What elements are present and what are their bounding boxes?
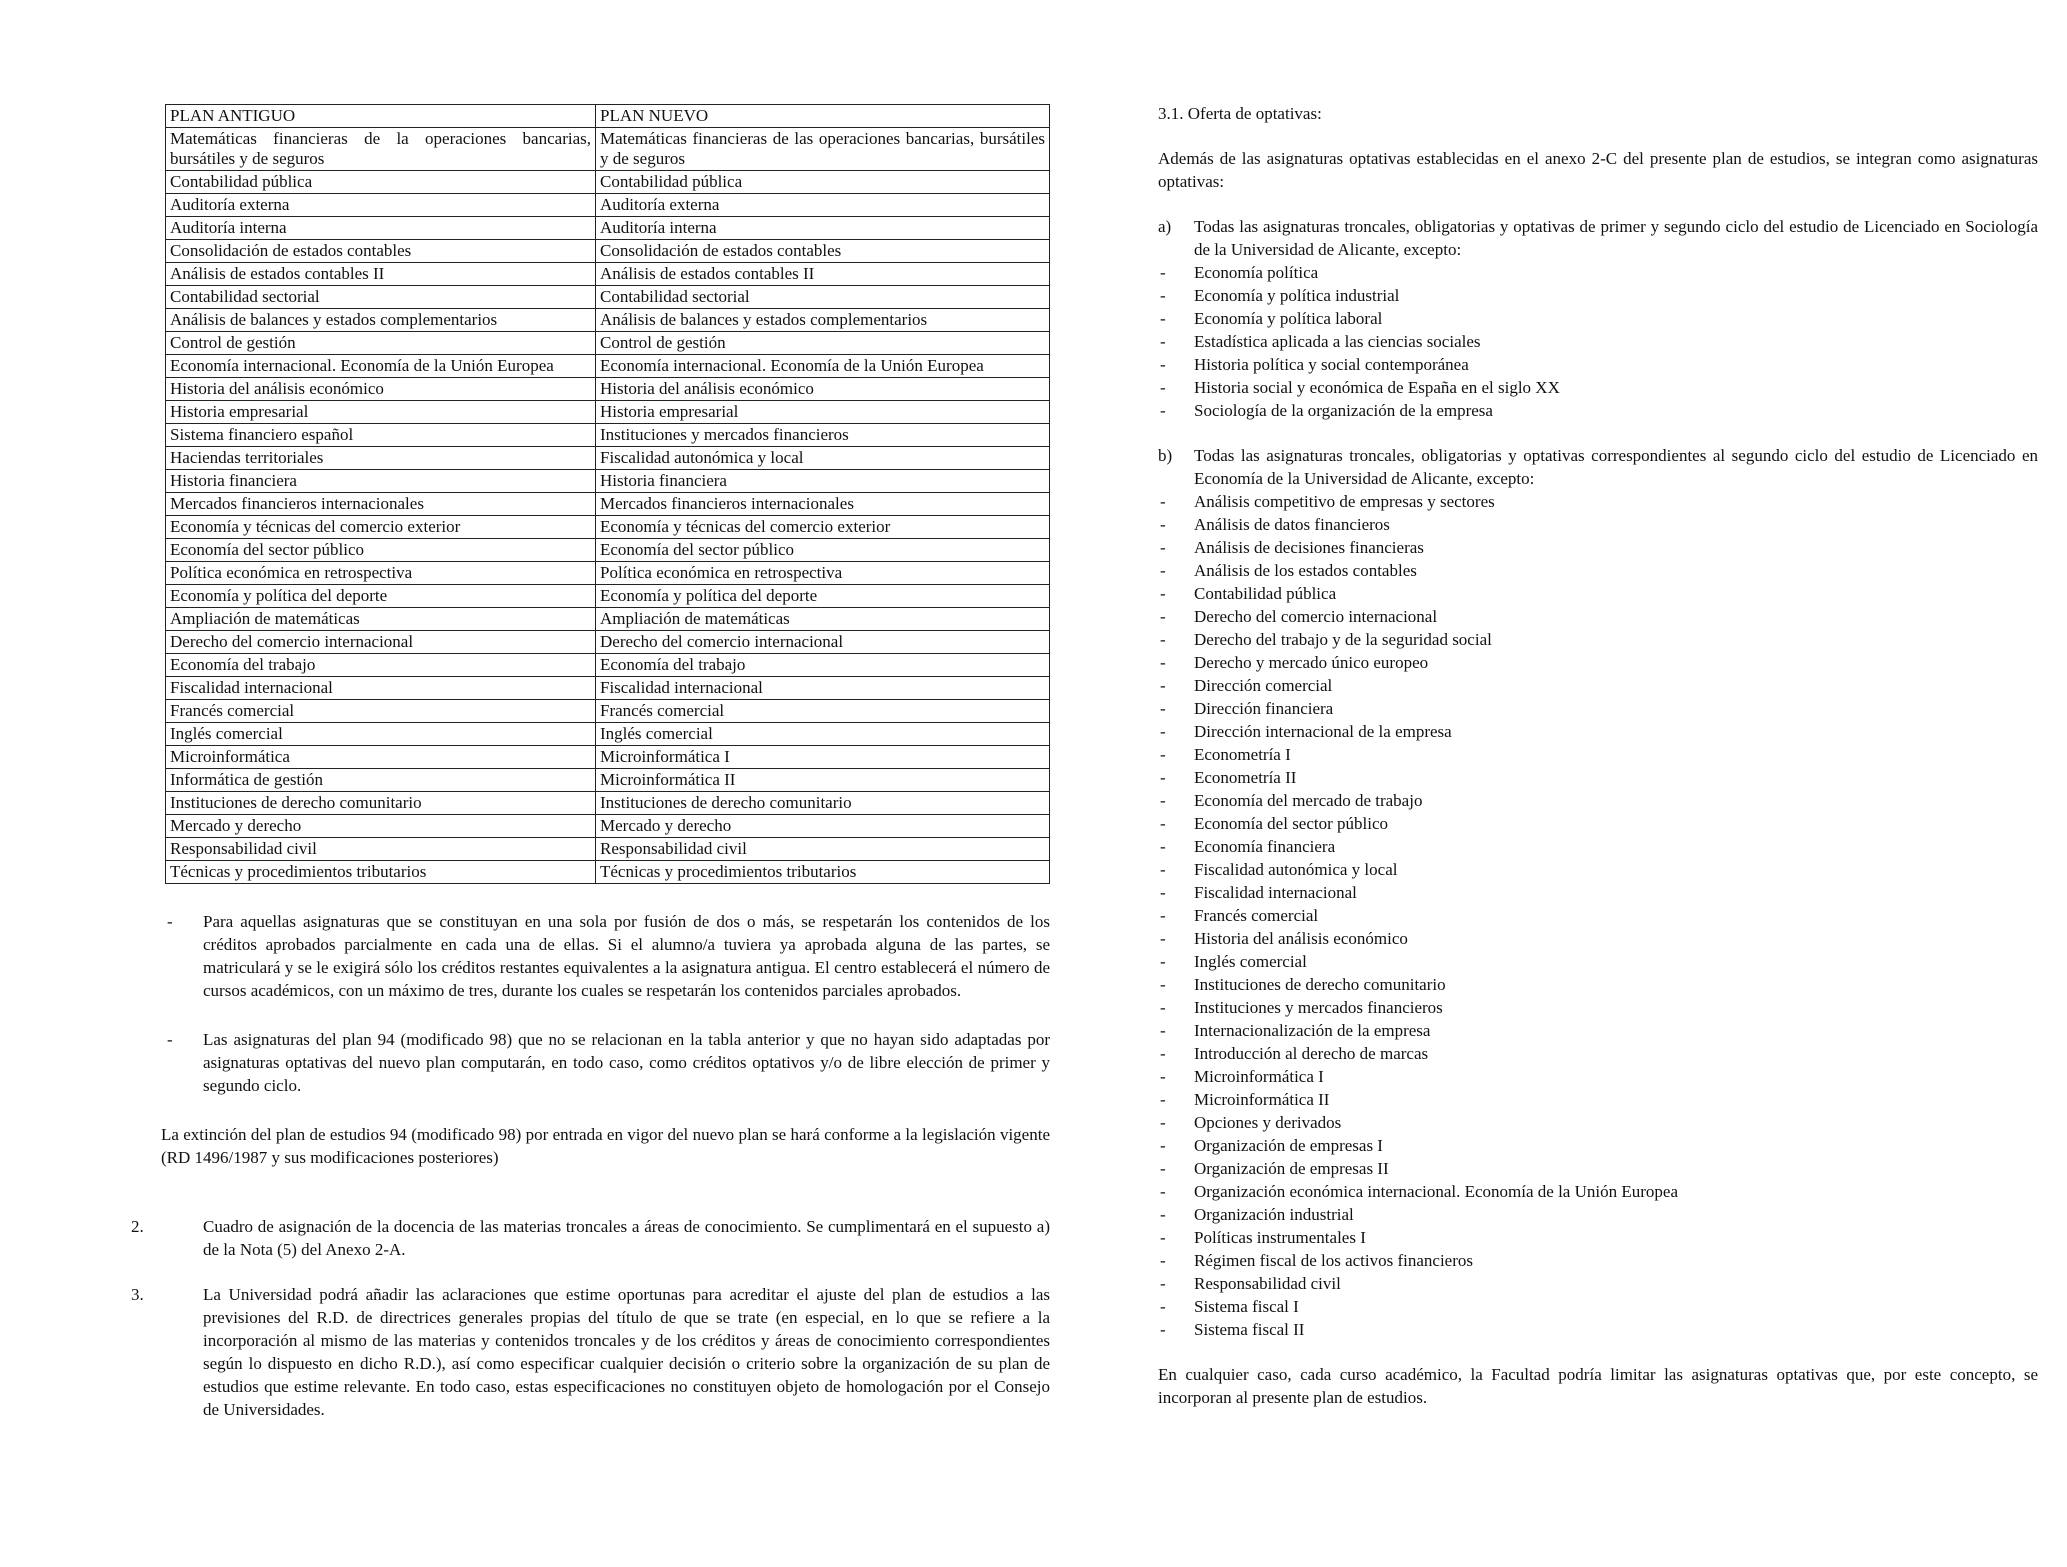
- list-item-text: Contabilidad pública: [1194, 584, 1337, 603]
- bullet-dash: -: [1160, 492, 1166, 511]
- table-row: [166, 654, 1050, 677]
- item-2-text: Cuadro de asignación de la docencia de las materias troncales a áreas de conocimiento. Se cumplimentará en el supuesto a) de la Nota (5) del Anexo 2-A.: [203, 1217, 1050, 1259]
- table-row: [166, 194, 1050, 217]
- bullet-dash: -: [1160, 906, 1166, 925]
- table-body: [166, 128, 1050, 884]
- new-plan-cell: Análisis de estados contables II: [596, 263, 1050, 286]
- bullet-dash: -: [1160, 1182, 1166, 1201]
- list-item-text: Organización económica internacional. Economía de la Unión Europea: [1194, 1182, 1678, 1201]
- old-plan-cell: Técnicas y procedimientos tributarios: [166, 861, 596, 884]
- list-item: [1158, 1295, 2038, 1318]
- list-item-text: Instituciones de derecho comunitario: [1194, 975, 1446, 994]
- list-item-text: Fiscalidad autonómica y local: [1194, 860, 1398, 879]
- new-plan-cell: Microinformática I: [596, 746, 1050, 769]
- table-header-row: [166, 105, 1050, 128]
- bullet-dash: -: [1160, 1159, 1166, 1178]
- bullet-dash: -: [1160, 860, 1166, 879]
- new-plan-cell: Microinformática II: [596, 769, 1050, 792]
- table-row: [166, 861, 1050, 884]
- list-item: [1158, 582, 2038, 605]
- table-row: [166, 332, 1050, 355]
- group-b-heading-text: Todas las asignaturas troncales, obligatorias y optativas correspondientes al segundo ciclo del estudio de Licenciado en Economía de la Universidad de Alicante, excepto:: [1194, 446, 2038, 488]
- group-a-marker: a): [1158, 217, 1172, 236]
- bullet-dash: -: [1160, 401, 1166, 420]
- list-item-text: Análisis de datos financieros: [1194, 515, 1390, 534]
- bullet-dash: -: [1160, 1067, 1166, 1086]
- list-item-text: Historia social y económica de España en el siglo XX: [1194, 378, 1560, 397]
- bullet-dash: -: [1160, 1090, 1166, 1109]
- bullet-dash: -: [1160, 607, 1166, 626]
- bullet-dash: -: [1160, 1021, 1166, 1040]
- list-item: [1158, 881, 2038, 904]
- group-a-heading-text: Todas las asignaturas troncales, obligatorias y optativas de primer y segundo ciclo del estudio de Licenciado en Sociología de la Universidad de Alicante, excepto:: [1194, 217, 2038, 259]
- table-row: [166, 217, 1050, 240]
- list-item: [1158, 674, 2038, 697]
- table-row: [166, 746, 1050, 769]
- old-plan-cell: Historia empresarial: [166, 401, 596, 424]
- list-item: [1158, 743, 2038, 766]
- list-item-text: Derecho del trabajo y de la seguridad social: [1194, 630, 1492, 649]
- list-item: [1158, 261, 2038, 284]
- new-plan-cell: Fiscalidad internacional: [596, 677, 1050, 700]
- list-item: [1158, 996, 2038, 1019]
- old-plan-cell: Derecho del comercio internacional: [166, 631, 596, 654]
- header-plan-antiguo: PLAN ANTIGUO: [166, 105, 596, 128]
- list-item: [1158, 927, 2038, 950]
- bullet-dash: -: [1160, 929, 1166, 948]
- list-item-text: Economía y política laboral: [1194, 309, 1383, 328]
- old-plan-cell: Sistema financiero español: [166, 424, 596, 447]
- old-plan-cell: Economía internacional. Economía de la Unión Europea: [166, 355, 596, 378]
- new-plan-cell: Economía y política del deporte: [596, 585, 1050, 608]
- table-row: [166, 447, 1050, 470]
- list-item-text: Régimen fiscal de los activos financieros: [1194, 1251, 1473, 1270]
- list-item: [1158, 858, 2038, 881]
- table-row: [166, 562, 1050, 585]
- list-item-text: Políticas instrumentales I: [1194, 1228, 1366, 1247]
- bullet-dash: -: [1160, 814, 1166, 833]
- new-plan-cell: Ampliación de matemáticas: [596, 608, 1050, 631]
- list-item: [1158, 1019, 2038, 1042]
- new-plan-cell: Responsabilidad civil: [596, 838, 1050, 861]
- bullet-dash: -: [1160, 263, 1166, 282]
- bullet-dash: -: [1160, 561, 1166, 580]
- list-item: [1158, 376, 2038, 399]
- list-item-text: Responsabilidad civil: [1194, 1274, 1341, 1293]
- new-plan-cell: Francés comercial: [596, 700, 1050, 723]
- old-plan-cell: Instituciones de derecho comunitario: [166, 792, 596, 815]
- list-item-text: Estadística aplicada a las ciencias sociales: [1194, 332, 1481, 351]
- new-plan-cell: Auditoría interna: [596, 217, 1050, 240]
- group-b: [1158, 444, 2038, 1341]
- bullet-dash: -: [1160, 1297, 1166, 1316]
- bullet-dash: -: [1160, 1274, 1166, 1293]
- right-column: [1158, 102, 2038, 1409]
- item-2: [131, 1215, 1050, 1261]
- bullet-dash: -: [167, 912, 173, 931]
- list-item: [1158, 950, 2038, 973]
- bullet-dash: -: [1160, 515, 1166, 534]
- table-row: [166, 355, 1050, 378]
- new-plan-cell: Economía del trabajo: [596, 654, 1050, 677]
- table-row: [166, 401, 1050, 424]
- bullet-dash: -: [1160, 975, 1166, 994]
- bullet-dash: -: [1160, 722, 1166, 741]
- old-plan-cell: Auditoría externa: [166, 194, 596, 217]
- list-item-text: Econometría I: [1194, 745, 1291, 764]
- new-plan-cell: Historia empresarial: [596, 401, 1050, 424]
- old-plan-cell: Economía y técnicas del comercio exterior: [166, 516, 596, 539]
- table-row: [166, 769, 1050, 792]
- list-item: [1158, 284, 2038, 307]
- fusion-note: [155, 910, 1050, 1002]
- old-plan-cell: Economía del trabajo: [166, 654, 596, 677]
- bullet-dash: -: [1160, 630, 1166, 649]
- bullet-dash: -: [1160, 584, 1166, 603]
- new-plan-cell: Historia del análisis económico: [596, 378, 1050, 401]
- group-b-marker: b): [1158, 446, 1173, 465]
- list-item: [1158, 605, 2038, 628]
- new-plan-cell: Mercados financieros internacionales: [596, 493, 1050, 516]
- list-item: [1158, 1272, 2038, 1295]
- new-plan-cell: Fiscalidad autonómica y local: [596, 447, 1050, 470]
- list-item-text: Análisis competitivo de empresas y sectores: [1194, 492, 1495, 511]
- list-item: [1158, 1065, 2038, 1088]
- list-item: [1158, 1226, 2038, 1249]
- item-3-text: La Universidad podrá añadir las aclaraciones que estime oportunas para acreditar el ajuste del plan de estudios a las previsiones del R.D. de directrices generales propias del título de que se trate (en especial, en lo que se refiere a la incorporación al mismo de las materias y contenidos troncales y de los créditos y áreas de conocimiento correspondientes según lo dispuesto en dicho R.D.), así como especificar cualquier decisión o criterio sobre la organización de su plan de estudios que estime relevante. En todo caso, estas especificaciones no constituyen objeto de homologación por el Consejo de Universidades.: [203, 1285, 1050, 1419]
- old-plan-cell: Historia del análisis económico: [166, 378, 596, 401]
- table-row: [166, 424, 1050, 447]
- list-item-text: Microinformática II: [1194, 1090, 1330, 1109]
- list-item-text: Economía y política industrial: [1194, 286, 1400, 305]
- list-item: [1158, 1111, 2038, 1134]
- old-plan-cell: Análisis de estados contables II: [166, 263, 596, 286]
- old-plan-cell: Francés comercial: [166, 700, 596, 723]
- table-row: [166, 128, 1050, 171]
- bullet-dash: -: [1160, 837, 1166, 856]
- table-row: [166, 723, 1050, 746]
- old-plan-cell: Microinformática: [166, 746, 596, 769]
- list-item-text: Historia del análisis económico: [1194, 929, 1408, 948]
- list-item: [1158, 1042, 2038, 1065]
- bullet-dash: -: [1160, 699, 1166, 718]
- new-plan-cell: Historia financiera: [596, 470, 1050, 493]
- list-item: [1158, 835, 2038, 858]
- new-plan-cell: Inglés comercial: [596, 723, 1050, 746]
- new-plan-cell: Instituciones de derecho comunitario: [596, 792, 1050, 815]
- old-plan-cell: Ampliación de matemáticas: [166, 608, 596, 631]
- list-item-text: Microinformática I: [1194, 1067, 1324, 1086]
- old-plan-cell: Mercados financieros internacionales: [166, 493, 596, 516]
- table-row: [166, 838, 1050, 861]
- list-item: [1158, 1157, 2038, 1180]
- group-b-heading: [1158, 444, 2038, 490]
- bullet-dash: -: [1160, 653, 1166, 672]
- list-item-text: Sistema fiscal I: [1194, 1297, 1299, 1316]
- bullet-dash: -: [1160, 309, 1166, 328]
- table-row: [166, 493, 1050, 516]
- list-item-text: Internacionalización de la empresa: [1194, 1021, 1431, 1040]
- new-plan-cell: Contabilidad pública: [596, 171, 1050, 194]
- fusion-note-text: Para aquellas asignaturas que se constituyan en una sola por fusión de dos o más, se respetarán los contenidos de los créditos aprobados parcialmente en cada una de ellas. Si el alumno/a tuviera ya aprobada alguna de las partes, se matriculará y se le exigirá sólo los créditos restantes equivalentes a la asignatura antigua. El centro establecerá el número de cursos académicos, con un máximo de tres, durante los cuales se respetarán los contenidos parciales aprobados.: [203, 912, 1050, 1000]
- bullet-dash: -: [1160, 791, 1166, 810]
- table-row: [166, 171, 1050, 194]
- section-title: 3.1. Oferta de optativas:: [1158, 104, 1322, 123]
- table-row: [166, 378, 1050, 401]
- list-item: [1158, 490, 2038, 513]
- list-item-text: Derecho y mercado único europeo: [1194, 653, 1429, 672]
- list-item-text: Organización de empresas II: [1194, 1159, 1389, 1178]
- bullet-dash: -: [1160, 355, 1166, 374]
- old-plan-cell: Responsabilidad civil: [166, 838, 596, 861]
- list-item: [1158, 399, 2038, 422]
- bullet-dash: -: [1160, 768, 1166, 787]
- table-row: [166, 263, 1050, 286]
- unrelated-subjects-note: [155, 1028, 1050, 1097]
- old-plan-cell: Control de gestión: [166, 332, 596, 355]
- list-item-text: Dirección comercial: [1194, 676, 1333, 695]
- old-plan-cell: Mercado y derecho: [166, 815, 596, 838]
- table-row: [166, 539, 1050, 562]
- bullet-dash: -: [1160, 676, 1166, 695]
- group-a-list: [1158, 261, 2038, 422]
- list-item-text: Econometría II: [1194, 768, 1297, 787]
- table-row: [166, 700, 1050, 723]
- list-item-text: Opciones y derivados: [1194, 1113, 1342, 1132]
- new-plan-cell: Control de gestión: [596, 332, 1050, 355]
- list-item: [1158, 1249, 2038, 1272]
- bullet-dash: -: [1160, 1136, 1166, 1155]
- list-item: [1158, 812, 2038, 835]
- list-item: [1158, 513, 2038, 536]
- list-item: [1158, 307, 2038, 330]
- new-plan-cell: Técnicas y procedimientos tributarios: [596, 861, 1050, 884]
- list-item: [1158, 651, 2038, 674]
- list-item-text: Organización de empresas I: [1194, 1136, 1383, 1155]
- equivalence-table: [165, 104, 1050, 884]
- table-row: [166, 585, 1050, 608]
- new-plan-cell: Matemáticas financieras de las operaciones bancarias, bursátiles y de seguros: [596, 128, 1050, 171]
- old-plan-cell: Contabilidad sectorial: [166, 286, 596, 309]
- new-plan-cell: Contabilidad sectorial: [596, 286, 1050, 309]
- bullet-dash: -: [1160, 998, 1166, 1017]
- bullet-dash: -: [1160, 1113, 1166, 1132]
- bullet-dash: -: [1160, 286, 1166, 305]
- new-plan-cell: Economía internacional. Economía de la Unión Europea: [596, 355, 1050, 378]
- table-row: [166, 677, 1050, 700]
- table-row: [166, 815, 1050, 838]
- new-plan-cell: Derecho del comercio internacional: [596, 631, 1050, 654]
- list-item: [1158, 1134, 2038, 1157]
- table-row: [166, 516, 1050, 539]
- new-plan-cell: Consolidación de estados contables: [596, 240, 1050, 263]
- item-3: [131, 1283, 1050, 1421]
- table-row: [166, 309, 1050, 332]
- list-item-text: Análisis de los estados contables: [1194, 561, 1417, 580]
- old-plan-cell: Informática de gestión: [166, 769, 596, 792]
- old-plan-cell: Política económica en retrospectiva: [166, 562, 596, 585]
- table-row: [166, 792, 1050, 815]
- bullet-dash: -: [1160, 378, 1166, 397]
- old-plan-cell: Economía del sector público: [166, 539, 596, 562]
- list-item: [1158, 904, 2038, 927]
- bullet-dash: -: [1160, 1228, 1166, 1247]
- bullet-dash: -: [1160, 538, 1166, 557]
- list-item: [1158, 353, 2038, 376]
- list-item: [1158, 628, 2038, 651]
- old-plan-cell: Fiscalidad internacional: [166, 677, 596, 700]
- closing-paragraph: En cualquier caso, cada curso académico, la Facultad podría limitar las asignaturas optativas que, por este concepto, se incorporan al presente plan de estudios.: [1158, 1365, 2038, 1407]
- bullet-dash: -: [1160, 952, 1166, 971]
- table-row: [166, 240, 1050, 263]
- old-plan-cell: Auditoría interna: [166, 217, 596, 240]
- list-item-text: Introducción al derecho de marcas: [1194, 1044, 1429, 1063]
- list-item: [1158, 973, 2038, 996]
- list-item: [1158, 330, 2038, 353]
- list-item-text: Francés comercial: [1194, 906, 1319, 925]
- bullet-dash: -: [1160, 883, 1166, 902]
- list-item: [1158, 536, 2038, 559]
- list-item: [1158, 697, 2038, 720]
- list-item: [1158, 766, 2038, 789]
- bullet-dash: -: [1160, 745, 1166, 764]
- item-2-number: 2.: [131, 1217, 144, 1236]
- group-a: [1158, 215, 2038, 422]
- new-plan-cell: Auditoría externa: [596, 194, 1050, 217]
- bullet-dash: -: [167, 1030, 173, 1049]
- list-item-text: Dirección internacional de la empresa: [1194, 722, 1452, 741]
- list-item-text: Organización industrial: [1194, 1205, 1354, 1224]
- list-item: [1158, 720, 2038, 743]
- old-plan-cell: Haciendas territoriales: [166, 447, 596, 470]
- bullet-dash: -: [1160, 332, 1166, 351]
- new-plan-cell: Instituciones y mercados financieros: [596, 424, 1050, 447]
- bullet-dash: -: [1160, 1044, 1166, 1063]
- list-item-text: Dirección financiera: [1194, 699, 1334, 718]
- left-column: [131, 104, 1050, 1443]
- new-plan-cell: Política económica en retrospectiva: [596, 562, 1050, 585]
- table-row: [166, 470, 1050, 493]
- list-item: [1158, 1180, 2038, 1203]
- list-item: [1158, 559, 2038, 582]
- bullet-dash: -: [1160, 1320, 1166, 1339]
- list-item-text: Historia política y social contemporánea: [1194, 355, 1469, 374]
- table-row: [166, 631, 1050, 654]
- list-item-text: Instituciones y mercados financieros: [1194, 998, 1443, 1017]
- list-item: [1158, 789, 2038, 812]
- extinction-paragraph: La extinción del plan de estudios 94 (modificado 98) por entrada en vigor del nuevo plan se hará conforme a la legislación vigente (RD 1496/1987 y sus modificaciones posteriores): [161, 1125, 1050, 1167]
- new-plan-cell: Economía del sector público: [596, 539, 1050, 562]
- old-plan-cell: Consolidación de estados contables: [166, 240, 596, 263]
- new-plan-cell: Análisis de balances y estados complementarios: [596, 309, 1050, 332]
- old-plan-cell: Inglés comercial: [166, 723, 596, 746]
- list-item-text: Sociología de la organización de la empresa: [1194, 401, 1493, 420]
- old-plan-cell: Matemáticas financieras de la operaciones bancarias, bursátiles y de seguros: [166, 128, 596, 171]
- bullet-dash: -: [1160, 1251, 1166, 1270]
- old-plan-cell: Historia financiera: [166, 470, 596, 493]
- header-plan-nuevo: PLAN NUEVO: [596, 105, 1050, 128]
- old-plan-cell: Contabilidad pública: [166, 171, 596, 194]
- bullet-dash: -: [1160, 1205, 1166, 1224]
- list-item-text: Economía política: [1194, 263, 1319, 282]
- list-item: [1158, 1318, 2038, 1341]
- list-item-text: Sistema fiscal II: [1194, 1320, 1305, 1339]
- list-item-text: Inglés comercial: [1194, 952, 1307, 971]
- unrelated-subjects-text: Las asignaturas del plan 94 (modificado 98) que no se relacionan en la tabla anterior y que no hayan sido adaptadas por asignaturas optativas del nuevo plan computarán, en todo caso, como créditos optativos y/o de libre elección de primer y segundo ciclo.: [203, 1030, 1050, 1095]
- table-row: [166, 608, 1050, 631]
- list-item-text: Economía financiera: [1194, 837, 1336, 856]
- notes: [131, 910, 1050, 1421]
- list-item-text: Análisis de decisiones financieras: [1194, 538, 1424, 557]
- new-plan-cell: Economía y técnicas del comercio exterior: [596, 516, 1050, 539]
- list-item-text: Derecho del comercio internacional: [1194, 607, 1438, 626]
- list-item: [1158, 1203, 2038, 1226]
- new-plan-cell: Mercado y derecho: [596, 815, 1050, 838]
- group-b-list: [1158, 490, 2038, 1341]
- list-item: [1158, 1088, 2038, 1111]
- table-row: [166, 286, 1050, 309]
- old-plan-cell: Economía y política del deporte: [166, 585, 596, 608]
- group-a-heading: [1158, 215, 2038, 261]
- list-item-text: Fiscalidad internacional: [1194, 883, 1357, 902]
- list-item-text: Economía del sector público: [1194, 814, 1389, 833]
- intro-paragraph: Además de las asignaturas optativas establecidas en el anexo 2-C del presente plan de estudios, se integran como asignaturas optativas:: [1158, 149, 2038, 191]
- old-plan-cell: Análisis de balances y estados complementarios: [166, 309, 596, 332]
- item-3-number: 3.: [131, 1285, 144, 1304]
- list-item-text: Economía del mercado de trabajo: [1194, 791, 1423, 810]
